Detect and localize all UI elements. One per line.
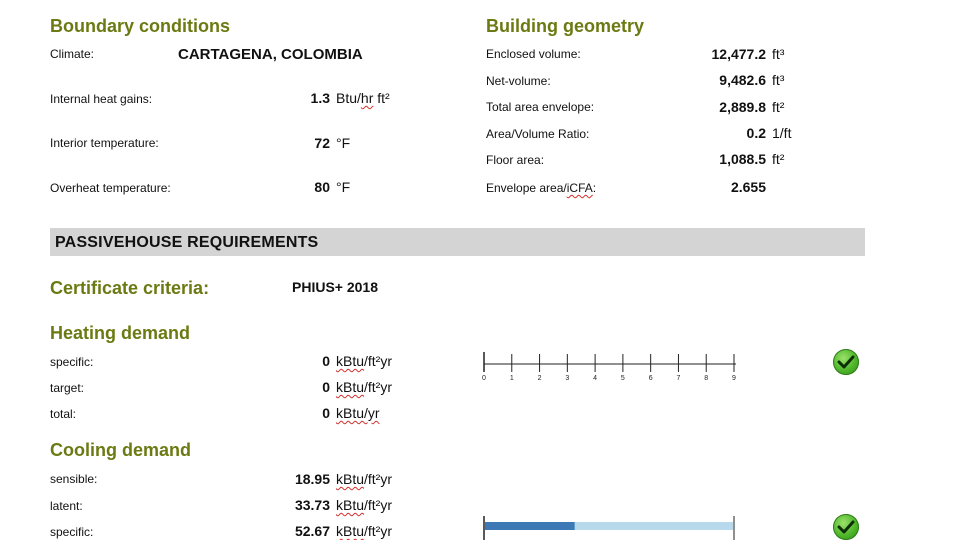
building-geometry-heading: Building geometry	[486, 16, 645, 36]
heating-scale-tick-label: 2	[537, 375, 542, 382]
heating-scale-tick-label: 6	[648, 375, 653, 382]
heating-specific-unit: kBtu/ft²yr	[336, 353, 393, 369]
area-volume-ratio-unit: 1/ft	[772, 125, 792, 141]
heating-demand-heading: Heating demand	[50, 323, 191, 343]
cooling-latent-value: 33.73	[294, 497, 330, 513]
passivehouse-requirements-band	[50, 228, 865, 256]
passivehouse-requirements-title: PASSIVEHOUSE REQUIREMENTS	[55, 234, 319, 251]
heating-total-value: 0	[322, 405, 330, 421]
heating-scale-tick-label: 1	[509, 375, 514, 382]
heating-total-unit: kBtu/yr	[336, 405, 380, 421]
internal-heat-gains-unit: Btu/hr ft²	[336, 90, 390, 106]
enclosed-volume-value: 12,477.2	[711, 46, 766, 62]
boundary-conditions-heading: Boundary conditions	[50, 16, 230, 36]
cooling-sensible-value: 18.95	[294, 471, 330, 487]
net-volume-label: Net-volume:	[486, 74, 551, 88]
heating-scale-tick-label: 0	[482, 375, 486, 382]
cooling-sensible-label: sensible:	[50, 472, 98, 486]
heating-target-value: 0	[322, 379, 330, 395]
heating-total-label: total:	[50, 407, 77, 421]
enclosed-volume-unit: ft³	[772, 46, 785, 62]
heating-scale-tick-label: 8	[704, 375, 709, 382]
heating-target-label: target:	[50, 381, 85, 395]
cooling-bar-value	[485, 522, 575, 530]
floor-area-unit: ft²	[772, 151, 785, 167]
cooling-demand-heading: Cooling demand	[50, 440, 191, 460]
cooling-specific-unit: kBtu/ft²yr	[336, 523, 393, 539]
total-area-envelope-value: 2,889.8	[719, 99, 766, 115]
overheat-temperature-unit: °F	[336, 179, 351, 195]
heating-scale-tick-label: 7	[676, 375, 681, 382]
heating-target-unit: kBtu/ft²yr	[336, 379, 393, 395]
cooling-latent-unit: kBtu/ft²yr	[336, 497, 393, 513]
certificate-criteria-value: PHIUS+ 2018	[292, 279, 378, 295]
net-volume-unit: ft³	[772, 72, 785, 88]
total-area-envelope-label: Total area envelope:	[486, 100, 595, 114]
heating-specific-value: 0	[322, 353, 330, 369]
floor-area-value: 1,088.5	[719, 151, 766, 167]
net-volume-value: 9,482.6	[719, 72, 766, 88]
internal-heat-gains-value: 1.3	[310, 90, 330, 106]
heating-scale-tick-label: 9	[732, 375, 736, 382]
enclosed-volume-label: Enclosed volume:	[486, 47, 581, 61]
certificate-criteria-label: Certificate criteria:	[50, 278, 210, 298]
cooling-sensible-unit: kBtu/ft²yr	[336, 471, 393, 487]
floor-area-label: Floor area:	[486, 153, 545, 167]
total-area-envelope-unit: ft²	[772, 99, 785, 115]
heating-check-circle-icon	[833, 349, 859, 375]
heating-scale-tick-label: 5	[620, 375, 625, 382]
heating-demand-scale	[476, 346, 746, 386]
climate-value: CARTAGENA, COLOMBIA	[178, 46, 363, 63]
cooling-check-circle-icon	[833, 514, 859, 540]
interior-temperature-unit: °F	[336, 135, 351, 151]
heating-scale-tick-label: 4	[593, 375, 598, 382]
overheat-temperature-value: 80	[314, 179, 330, 195]
internal-heat-gains-label: Internal heat gains:	[50, 92, 153, 106]
envelope-area-icfa-label: Envelope area/iCFA:	[486, 181, 597, 195]
interior-temperature-value: 72	[314, 135, 330, 151]
cooling-specific-value: 52.67	[294, 523, 330, 539]
overheat-temperature-label: Overheat temperature:	[50, 181, 171, 195]
area-volume-ratio-label: Area/Volume Ratio:	[486, 127, 590, 141]
envelope-area-icfa-value: 2.655	[730, 179, 766, 195]
heating-specific-label: specific:	[50, 355, 94, 369]
interior-temperature-label: Interior temperature:	[50, 136, 159, 150]
cooling-demand-bar	[476, 512, 746, 540]
cooling-latent-label: latent:	[50, 499, 83, 513]
cooling-specific-label: specific:	[50, 525, 94, 539]
area-volume-ratio-value: 0.2	[746, 125, 766, 141]
heating-scale-tick-label: 3	[565, 375, 570, 382]
climate-label: Climate:	[50, 47, 95, 61]
